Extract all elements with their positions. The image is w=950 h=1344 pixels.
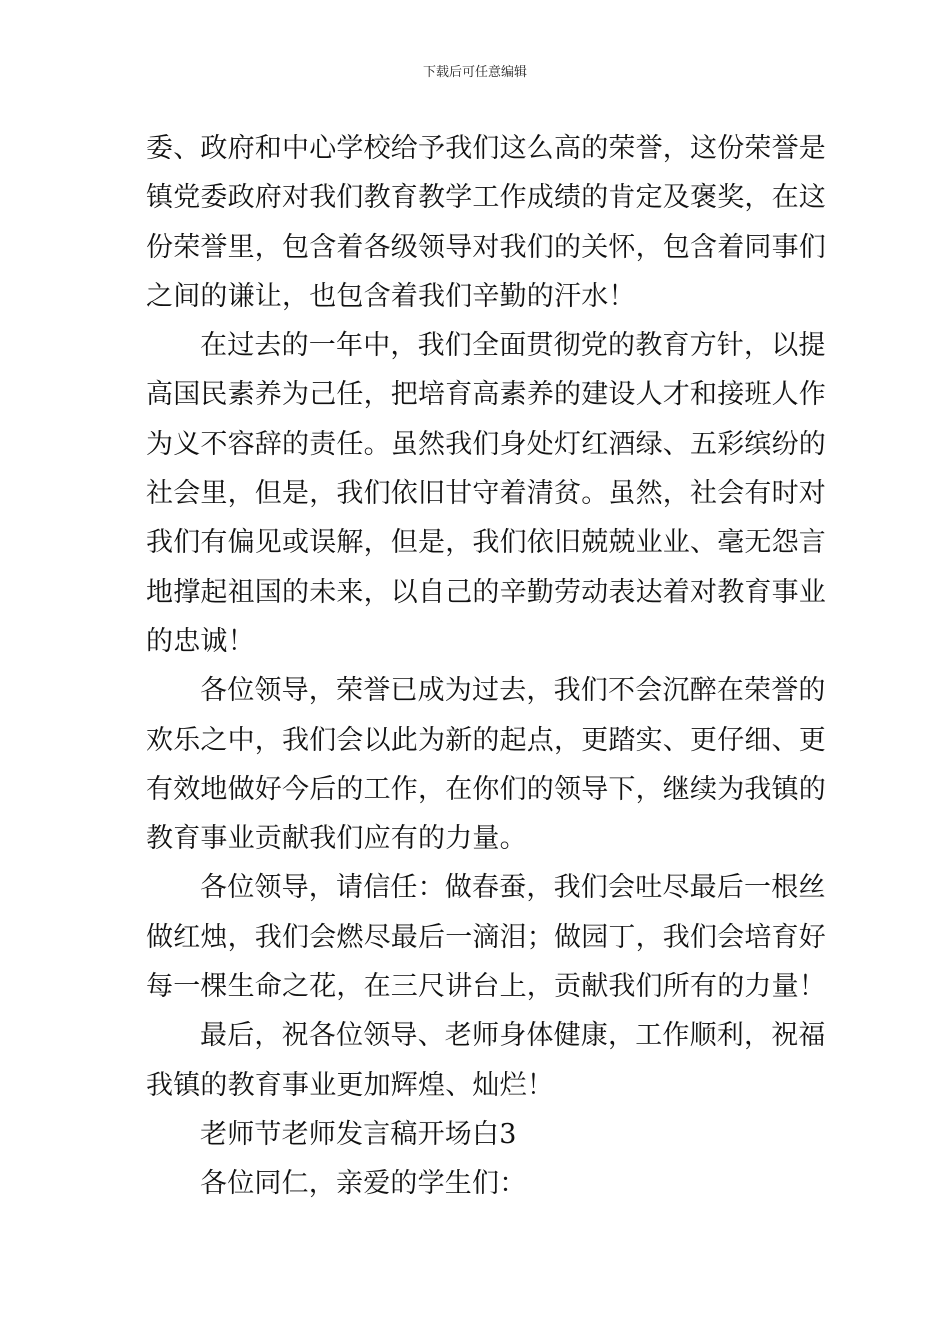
text-line: 在过去的一年中，我们全面贯彻党的教育方针，以提 [200, 330, 826, 362]
text-line: 最后，祝各位领导、老师身体健康，工作顺利，祝福 [200, 1020, 826, 1052]
text-line: 镇党委政府对我们教育教学工作成绩的肯定及褒奖，在这 [146, 182, 826, 214]
page-header: 下载后可任意编辑 [422, 65, 527, 80]
paragraph-1 [146, 124, 826, 321]
text-line: 份荣誉里，包含着各级领导对我们的关怀，包含着同事们 [146, 231, 826, 263]
text-line: 高国民素养为己任，把培育高素养的建设人才和接班人作 [146, 379, 826, 411]
document-body [146, 124, 826, 1209]
paragraph-3 [146, 666, 826, 863]
text-line: 社会里，但是，我们依旧甘守着清贫。虽然，社会有时对 [146, 478, 826, 510]
text-line: 委、政府和中心学校给予我们这么高的荣誉，这份荣誉是 [146, 133, 826, 164]
text-line: 地撑起祖国的未来，以自己的辛勤劳动表达着对教育事业 [146, 576, 826, 608]
text-line: 各位同仁，亲爱的学生们： [200, 1168, 527, 1200]
heading-line: 老师节老师发言稿开场白3 [200, 1118, 517, 1150]
text-line: 为义不容辞的责任。虽然我们身处灯红酒绿、五彩缤纷的 [146, 428, 826, 460]
paragraph-5 [146, 1011, 826, 1110]
text-line: 各位领导，请信任：做春蚕，我们会吐尽最后一根丝 [200, 872, 826, 904]
section-heading [146, 1110, 806, 1159]
salutation [146, 1159, 806, 1208]
text-line: 做红烛，我们会燃尽最后一滴泪；做园丁，我们会培育好 [146, 921, 826, 953]
text-line: 每一棵生命之花，在三尺讲台上，贡献我们所有的力量！ [146, 971, 826, 1003]
text-line: 教育事业贡献我们应有的力量。 [146, 823, 527, 855]
text-line: 有效地做好今后的工作，在你们的领导下，继续为我镇的 [146, 773, 826, 805]
text-line: 我们有偏见或误解，但是，我们依旧兢兢业业、毫无怨言 [146, 527, 826, 559]
text-line: 的忠诚！ [146, 625, 255, 657]
text-line: 之间的谦让，也包含着我们辛勤的汗水！ [146, 280, 636, 312]
paragraph-4 [146, 863, 826, 1011]
text-line: 欢乐之中，我们会以此为新的起点，更踏实、更仔细、更 [146, 724, 826, 756]
text-line: 我镇的教育事业更加辉煌、灿烂！ [146, 1069, 554, 1101]
paragraph-2 [146, 321, 826, 666]
text-line: 各位领导，荣誉已成为过去，我们不会沉醉在荣誉的 [200, 675, 826, 707]
